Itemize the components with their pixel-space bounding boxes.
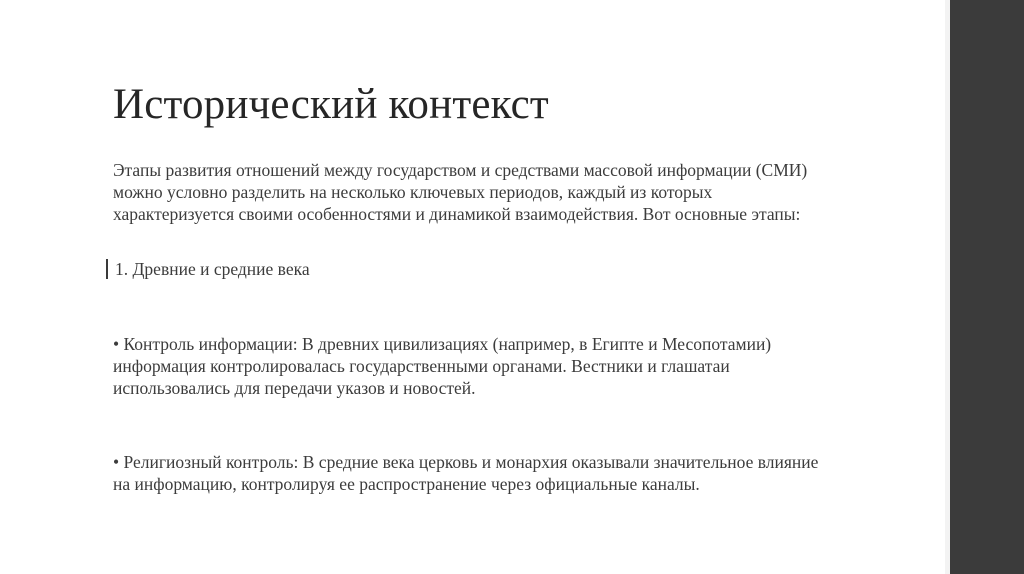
bullet-item: • Религиозный контроль: В средние века церковь и монархия оказывали значительное влияние на информацию, контролируя ее распространение через официальные каналы. [113,452,819,494]
slide-title: Исторический контекст [113,81,549,128]
section-heading [106,258,310,280]
section-heading-label: 1. Древние и средние века [115,259,310,279]
bullet-item: • Контроль информации: В древних цивилизациях (например, в Египте и Месопотамии) информация контролировалась государственными органами. Вестники и глашатаи использовались для передачи указов и новостей. [113,334,772,398]
right-side-panel [950,0,1024,574]
intro-paragraph: Этапы развития отношений между государством и средствами массовой информации (СМИ) можно условно разделить на несколько ключевых периодов, каждый из которых характеризуется своими особенностями и динамикой взаимодействия. Вот основные этапы: [113,160,808,224]
section-bar-marker [106,259,108,279]
